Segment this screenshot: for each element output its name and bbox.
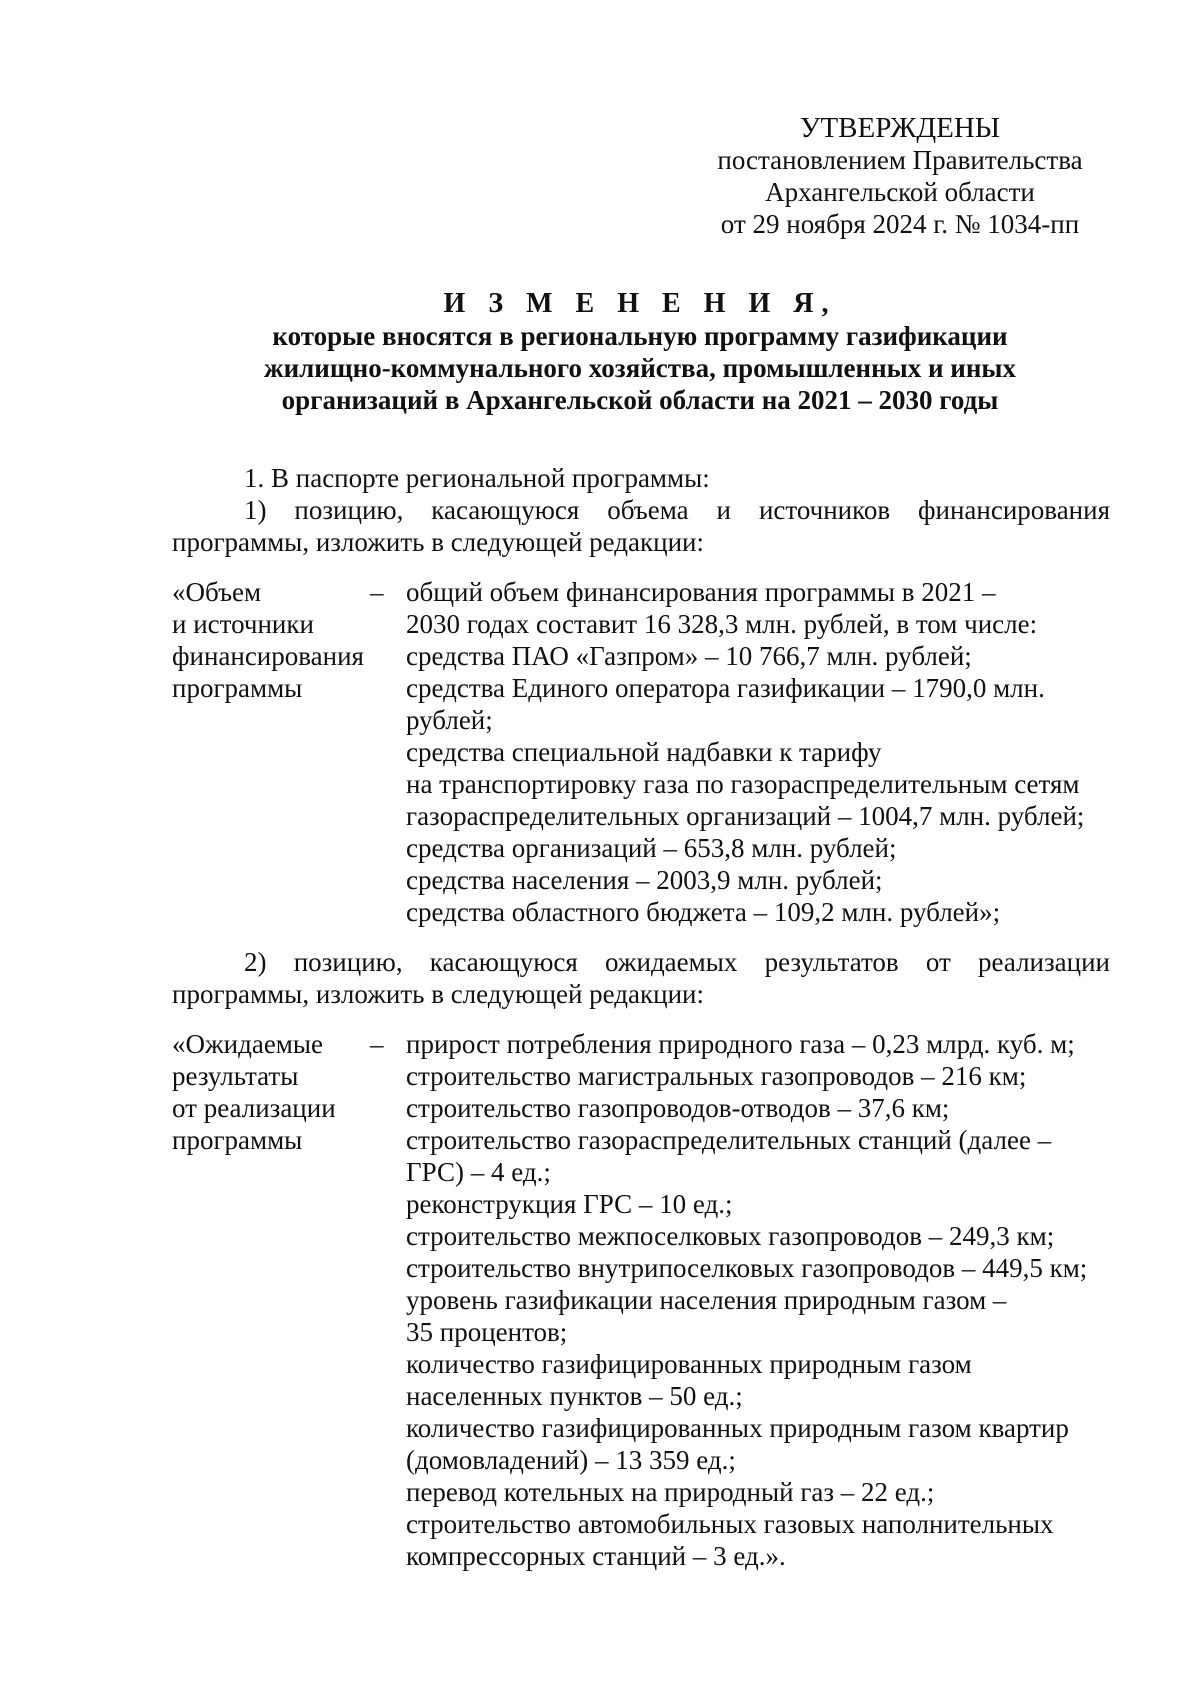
results-label xyxy=(172,1028,370,1572)
results-line: перевод котельных на природный газ – 22 ед.; xyxy=(406,1477,935,1507)
results-line: прирост потребления природного газа – 0,23 млрд. куб. м; xyxy=(406,1029,1075,1059)
financing-label-line: «Объем xyxy=(172,577,262,607)
results-line: уровень газификации населения природным газом – xyxy=(406,1285,1007,1315)
results-line: реконструкция ГРС – 10 ед.; xyxy=(406,1189,733,1219)
results-line: строительство внутрипоселковых газопроводов – 449,5 км; xyxy=(406,1253,1088,1283)
approval-line: Архангельской области xyxy=(765,177,1035,207)
financing-content xyxy=(406,576,1110,928)
financing-label-line: и источники xyxy=(172,609,314,639)
results-line: (домовладений) – 13 359 ед.; xyxy=(406,1445,736,1475)
results-content xyxy=(406,1028,1110,1572)
results-line: населенных пунктов – 50 ед.; xyxy=(406,1381,743,1411)
financing-line: средства Единого оператора газификации – 1790,0 млн. xyxy=(406,673,1045,703)
section-intro: 1. В паспорте региональной программы: xyxy=(244,463,710,493)
financing-line: средства населения – 2003,9 млн. рублей; xyxy=(406,865,883,895)
results-line: строительство магистральных газопроводов – 216 км; xyxy=(406,1061,1027,1091)
approval-stamp xyxy=(700,112,1100,240)
results-block xyxy=(172,1028,1110,1572)
document-body xyxy=(172,462,1110,1572)
results-dash: – xyxy=(370,1029,384,1059)
approval-title: УТВЕРЖДЕНЫ xyxy=(799,112,1001,144)
financing-line: рублей; xyxy=(406,705,493,735)
results-line: количество газифицированных природным газом xyxy=(406,1349,972,1379)
results-label-line: результаты xyxy=(172,1061,299,1091)
spacer xyxy=(172,928,1110,946)
financing-line: на транспортировку газа по газораспределительным сетям xyxy=(406,769,1080,799)
results-line: строительство межпоселковых газопроводов – 249,3 км; xyxy=(406,1221,1055,1251)
financing-label-line: программы xyxy=(172,673,303,703)
results-label-line: программы xyxy=(172,1125,303,1155)
financing-line: общий объем финансирования программы в 2021 – xyxy=(406,577,996,607)
heading-line: которые вносятся в региональную программу газификации xyxy=(272,321,1008,351)
item-1-text: 1) позицию, касающуюся объема и источников финансирования программы, изложить в следующей редакции: xyxy=(172,495,1110,557)
results-line: количество газифицированных природным газом квартир xyxy=(406,1413,1069,1443)
financing-line: средства ПАО «Газпром» – 10 766,7 млн. рублей; xyxy=(406,641,972,671)
heading-line: жилищно-коммунального хозяйства, промышленных и иных xyxy=(264,353,1016,383)
results-line: 35 процентов; xyxy=(406,1317,568,1347)
results-label-line: от реализации xyxy=(172,1093,336,1123)
results-line: строительство газопроводов-отводов – 37,6 км; xyxy=(406,1093,950,1123)
heading-title: И З М Е Н Е Н И Я, xyxy=(443,288,837,319)
results-label-line: «Ожидаемые xyxy=(172,1029,324,1059)
financing-line: 2030 годах составит 16 328,3 млн. рублей, в том числе: xyxy=(406,609,1038,639)
financing-label-line: финансирования xyxy=(172,641,364,671)
results-line: компрессорных станций – 3 ед.». xyxy=(406,1541,786,1571)
financing-block xyxy=(172,576,1110,928)
heading-line: организаций в Архангельской области на 2021 – 2030 годы xyxy=(281,385,999,415)
financing-line: средства организаций – 653,8 млн. рублей; xyxy=(406,833,897,863)
results-line: строительство газораспределительных станций (далее – xyxy=(406,1125,1052,1155)
results-line: строительство автомобильных газовых наполнительных xyxy=(406,1509,1054,1539)
financing-line: средства специальной надбавки к тарифу xyxy=(406,737,882,767)
approval-line: от 29 ноября 2024 г. № 1034-пп xyxy=(720,209,1080,239)
document-heading xyxy=(170,288,1110,416)
financing-label xyxy=(172,576,370,928)
financing-dash: – xyxy=(370,577,384,607)
financing-line: газораспределительных организаций – 1004,7 млн. рублей; xyxy=(406,801,1085,831)
results-line: ГРС) – 4 ед.; xyxy=(406,1157,551,1187)
approval-line: постановлением Правительства xyxy=(717,145,1083,175)
financing-line: средства областного бюджета – 109,2 млн. рублей»; xyxy=(406,897,1001,927)
item-2-text: 2) позицию, касающуюся ожидаемых результатов от реализации программы, изложить в следующей редакции: xyxy=(172,947,1110,1009)
